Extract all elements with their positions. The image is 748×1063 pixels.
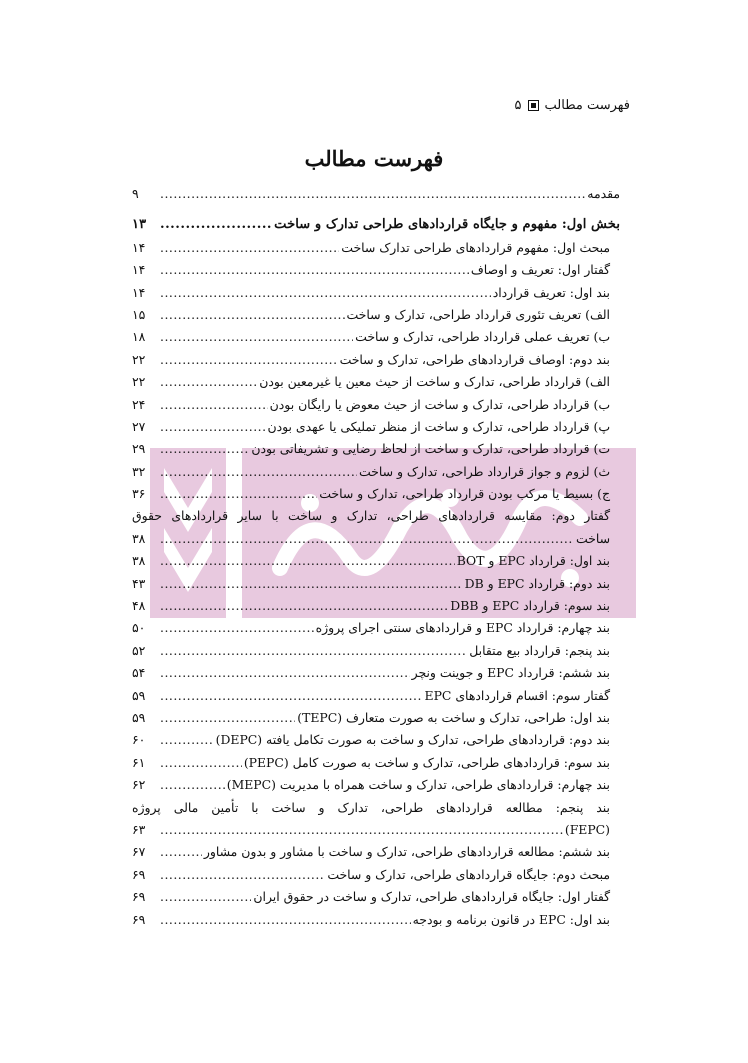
toc-entry-text: ب) تعریف عملی قرارداد طراحی، تدارک و ساخت (355, 329, 610, 345)
toc-entry-page: ۹ (132, 186, 139, 201)
toc-entry-page: ۳۸ (132, 553, 146, 569)
toc-entry-page: ۶۲ (132, 777, 146, 793)
toc-entry (132, 259, 620, 281)
toc-entry (132, 394, 620, 416)
table-of-contents (132, 183, 620, 931)
dot-leader (160, 371, 257, 393)
toc-entry (132, 774, 620, 796)
toc-entry-page: ۲۷ (132, 418, 146, 434)
toc-entry (132, 461, 620, 483)
toc-entry-page: ۲۹ (132, 441, 146, 457)
running-header (118, 98, 630, 113)
toc-entry-page: ۶۹ (132, 889, 146, 905)
dot-leader (160, 259, 469, 281)
toc-entry (132, 819, 620, 841)
toc-entry (132, 729, 620, 751)
toc-entry (132, 438, 620, 460)
toc-entry-page: ۵۹ (132, 687, 146, 703)
toc-entry-page: ۶۳ (132, 821, 146, 837)
toc-entry-text: بخش اول: مفهوم و جایگاه قراردادهای طراحی تدارک و ساخت (274, 217, 620, 233)
toc-entry-page: ۳۲ (132, 463, 146, 479)
toc-entry-text-line2: (FEPC) (564, 821, 610, 837)
dot-leader (160, 707, 295, 729)
dot-leader (160, 841, 202, 863)
toc-entry-page: ۱۵ (132, 306, 146, 322)
dot-leader (160, 819, 563, 841)
toc-entry-text: بند سوم: قراردادهای طراحی، تدارک و ساخت به صورت کامل (PEPC) (243, 754, 610, 770)
toc-entry (132, 214, 620, 236)
toc-entry (132, 886, 620, 908)
dot-leader (160, 438, 249, 460)
running-header-title: فهرست مطالب (544, 98, 630, 113)
toc-entry (132, 640, 620, 662)
dot-leader (160, 461, 357, 483)
toc-entry-text: ث) لزوم و جواز قرارداد طراحی، تدارک و ساخت (359, 463, 610, 479)
toc-entry-page: ۲۲ (132, 374, 146, 390)
toc-entry (132, 326, 620, 348)
dot-leader (160, 483, 317, 505)
square-bullet-icon (528, 100, 539, 111)
toc-entry-text: ب) قرارداد طراحی، تدارک و ساخت از حیث معوض یا رایگان بودن (269, 396, 610, 412)
dot-leader (160, 416, 266, 438)
toc-entry (132, 573, 620, 595)
toc-entry (132, 752, 620, 774)
toc-entry-page: ۱۴ (132, 284, 146, 300)
toc-entry (132, 909, 620, 931)
toc-entry-page: ۳۶ (132, 486, 146, 502)
toc-entry-text: ج) بسیط یا مرکب بودن قرارداد طراحی، تدارک و ساخت (319, 486, 610, 502)
toc-entry (132, 304, 620, 326)
toc-entry (132, 841, 620, 863)
toc-entry (132, 662, 620, 684)
toc-entry (132, 528, 620, 550)
dot-leader (160, 550, 455, 572)
dot-leader (160, 237, 339, 259)
toc-entry-text: بند اول: قرارداد EPC و BOT (456, 553, 610, 569)
toc-entry-page: ۲۲ (132, 351, 146, 367)
dot-leader (160, 183, 585, 205)
toc-entry-page: ۱۳ (132, 217, 147, 233)
toc-entry-page: ۲۴ (132, 396, 146, 412)
toc-entry (132, 416, 620, 438)
dot-leader (160, 909, 411, 931)
toc-entry-text: بند دوم: قرارداد EPC و DB (464, 575, 610, 591)
toc-entry-text: گفتار اول: جایگاه قراردادهای طراحی، تدارک و ساخت در حقوق ایران (253, 889, 610, 905)
toc-entry-page: ۶۱ (132, 754, 146, 770)
toc-entry (132, 237, 620, 259)
toc-entry-page: ۵۴ (132, 665, 146, 681)
toc-entry-text: مقدمه (587, 186, 620, 201)
toc-entry (132, 617, 620, 639)
page-title: فهرست مطالب (304, 146, 444, 171)
toc-entry (132, 864, 620, 886)
toc-entry-text: بند پنجم: قرارداد بیع متقابل (469, 642, 610, 658)
toc-entry-text: ت) قرارداد طراحی، تدارک و ساخت از لحاظ رضایی و تشریفاتی بودن (251, 441, 610, 457)
running-header-page-number: ۵ (514, 98, 522, 113)
dot-leader (160, 326, 353, 348)
dot-leader (160, 304, 345, 326)
toc-entry (132, 550, 620, 572)
toc-entry-text: بند دوم: قراردادهای طراحی، تدارک و ساخت به صورت تکامل یافته (DEPC) (215, 732, 610, 748)
toc-entry-text: الف) تعریف تئوری قرارداد طراحی، تدارک و ساخت (346, 306, 610, 322)
toc-entry-text: بند ششم: قرارداد EPC و جوینت ونچر (411, 665, 610, 681)
toc-entry-text: مبحث اول: مفهوم قراردادهای طراحی تدارک ساخت (341, 239, 610, 255)
dot-leader (160, 685, 423, 707)
toc-entry-text: گفتار سوم: اقسام قراردادهای EPC (424, 687, 610, 703)
dot-leader (160, 573, 463, 595)
dot-leader (160, 752, 242, 774)
toc-entry-page: ۱۸ (132, 329, 146, 345)
dot-leader (160, 528, 574, 550)
toc-entry-text: بند اول: تعریف قرارداد (492, 284, 610, 300)
dot-leader (160, 349, 338, 371)
toc-entry-page: ۶۹ (132, 911, 146, 927)
dot-leader (160, 214, 272, 236)
toc-entry (132, 349, 620, 371)
toc-entry-page: ۱۴ (132, 262, 146, 278)
toc-entry-text: بند ششم: مطالعه قراردادهای طراحی، تدارک و ساخت با مشاور و بدون مشاور (203, 844, 610, 860)
toc-entry-text: بند سوم: قرارداد EPC و DBB (450, 598, 610, 614)
toc-entry-text: بند دوم: اوصاف قراردادهای طراحی، تدارک و ساخت (339, 351, 610, 367)
toc-entry-page: ۴۸ (132, 598, 146, 614)
toc-entry (132, 595, 620, 617)
dot-leader (160, 886, 251, 908)
toc-entry (132, 685, 620, 707)
toc-entry-text: بند چهارم: قرارداد EPC و قراردادهای سنتی اجرای پروژه (315, 620, 610, 636)
toc-entry-text-line1: گفتار دوم: مقایسه قراردادهای طراحی، تدارک و ساخت با سایر قراردادهای حقوق (132, 508, 610, 524)
dot-leader (160, 774, 225, 796)
toc-entry-text: پ) قرارداد طراحی، تدارک و ساخت از منظر تملیکی یا عهدی بودن (267, 418, 610, 434)
toc-entry-page: ۵۹ (132, 709, 146, 725)
toc-entry-page: ۴۳ (132, 575, 146, 591)
toc-entry (132, 371, 620, 393)
toc-entry-page: ۳۸ (132, 530, 146, 546)
toc-entry-page: ۵۲ (132, 642, 146, 658)
toc-entry-text: گفتار اول: تعریف و اوصاف (470, 262, 610, 278)
toc-entry (132, 707, 620, 729)
dot-leader (160, 617, 314, 639)
toc-entry-text: بند چهارم: قراردادهای طراحی، تدارک و ساخت همراه با مدیریت (MEPC) (226, 777, 610, 793)
toc-entry (132, 483, 620, 505)
toc-entry-page: ۶۷ (132, 844, 146, 860)
toc-entry-text: مبحث دوم: جایگاه قراردادهای طراحی، تدارک و ساخت (327, 866, 610, 882)
toc-entry (132, 183, 620, 205)
dot-leader (160, 729, 214, 751)
dot-leader (160, 662, 410, 684)
dot-leader (160, 864, 325, 886)
toc-entry-page: ۶۹ (132, 866, 146, 882)
toc-entry-text: الف) قرارداد طراحی، تدارک و ساخت از حیث معین یا غیرمعین بودن (259, 374, 610, 390)
toc-entry-text: بند اول: طراحی، تدارک و ساخت به صورت متعارف (TEPC) (297, 709, 610, 725)
toc-entry-page: ۱۴ (132, 239, 146, 255)
toc-entry-page: ۶۰ (132, 732, 146, 748)
dot-leader (160, 394, 268, 416)
toc-entry-page: ۵۰ (132, 620, 146, 636)
dot-leader (160, 282, 491, 304)
dot-leader (160, 595, 448, 617)
dot-leader (160, 640, 467, 662)
toc-entry (132, 282, 620, 304)
toc-entry-text-line1: بند پنجم: مطالعه قراردادهای طراحی، تدارک و ساخت با تأمین مالی پروژه (132, 799, 610, 815)
toc-entry-text: بند اول: EPC در قانون برنامه و بودجه (412, 911, 610, 927)
toc-entry-text-line2: ساخت (576, 530, 610, 546)
